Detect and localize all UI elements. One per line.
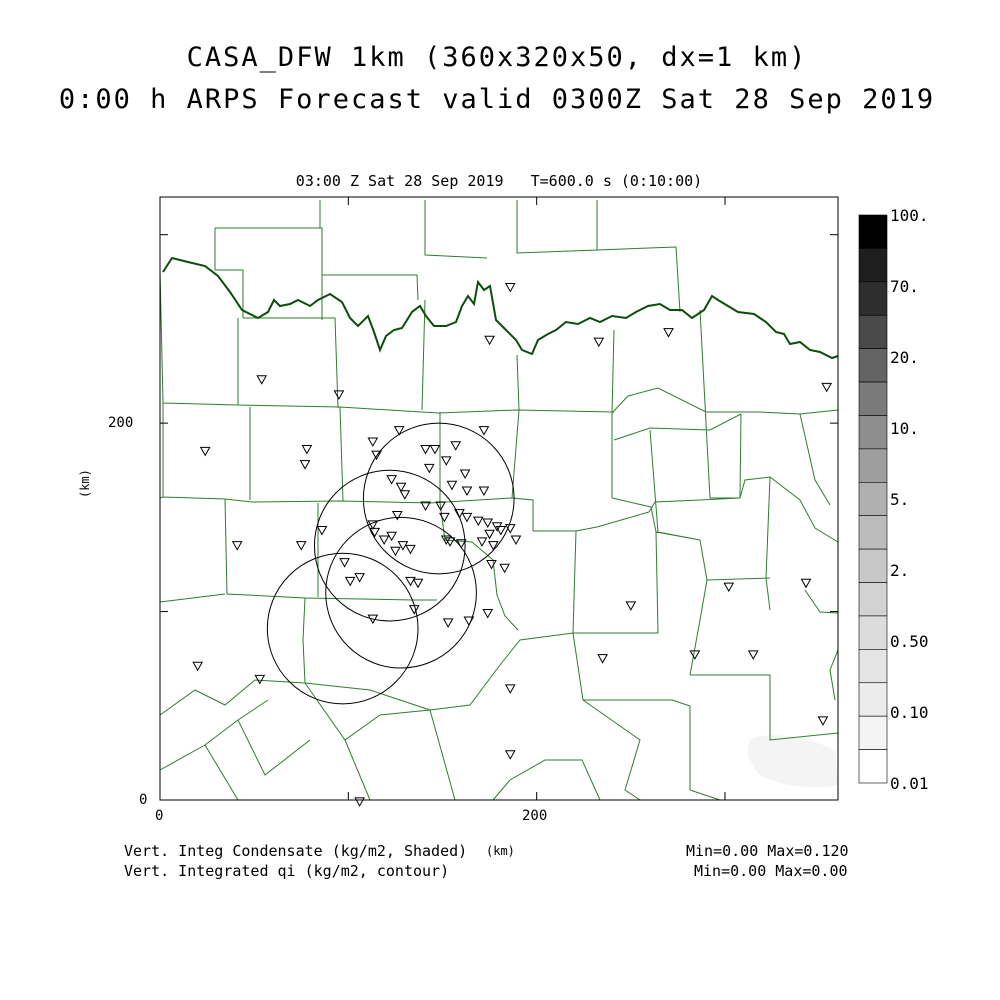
title-line-1: CASA_DFW 1km (360x320x50, dx=1 km) [186,42,808,73]
station-marker [506,525,515,533]
station-marker [430,446,439,454]
station-marker [257,376,266,384]
station-marker [626,602,635,610]
station-marker [594,338,603,346]
station-marker [233,542,242,550]
colorbar-swatch [859,349,887,382]
radar-ring [267,553,418,704]
y-tick-label: 200 [108,415,134,431]
colorbar-label: 0.01 [890,774,929,793]
colorbar-swatch [859,649,887,682]
colorbar-swatch [859,215,887,248]
condensate-shading [748,735,838,787]
colorbar-swatch [859,449,887,482]
station-marker [822,383,831,391]
shaded-minmax: Min=0.00 Max=0.120 [686,842,849,860]
station-marker [462,487,471,495]
station-marker [340,559,349,567]
y-axis-label: (km) [78,469,92,498]
colorbar-swatch [859,750,887,783]
station-marker [380,536,389,544]
station-marker [749,651,758,659]
x-axis-label: (km) [486,844,515,858]
station-marker [487,560,496,568]
colorbar-swatch [859,315,887,348]
colorbar-label: 2. [890,561,910,580]
station-marker [598,655,607,663]
contour-minmax: Min=0.00 Max=0.00 [694,862,848,880]
station-marker [355,574,364,582]
county-boundaries [160,200,838,800]
colorbar-swatch [859,415,887,448]
station-marker [451,442,460,450]
x-tick-label: 200 [522,808,548,824]
radar-stations [193,283,831,805]
station-marker [391,547,400,555]
station-marker [489,542,498,550]
station-marker [483,519,492,527]
station-marker [442,457,451,465]
station-marker [410,606,419,614]
red-river-boundary [163,258,838,358]
station-marker [193,662,202,670]
colorbar-swatch [859,282,887,315]
station-marker [255,675,264,683]
station-marker [301,461,310,469]
station-marker [506,283,515,291]
station-marker [406,545,415,553]
station-marker [421,446,430,454]
station-marker [425,464,434,472]
shaded-field-label: Vert. Integ Condensate (kg/m2, Shaded) [124,842,468,860]
colorbar [859,215,887,783]
colorbar-label: 70. [890,277,919,296]
colorbar-swatch [859,616,887,649]
station-marker [397,483,406,491]
river-line [163,258,838,358]
station-marker [479,487,488,495]
station-marker [355,798,364,806]
station-marker [506,751,515,759]
station-marker [478,538,487,546]
colorbar-label: 0.10 [890,703,929,722]
station-marker [368,438,377,446]
colorbar-swatch [859,248,887,281]
station-marker [506,685,515,693]
station-marker [447,481,456,489]
station-marker [395,427,404,435]
y-tick-label: 0 [139,792,148,808]
colorbar-label: 0.50 [890,632,929,651]
station-marker [485,336,494,344]
station-marker [387,476,396,484]
x-tick-label: 0 [155,808,164,824]
county-lines [160,200,838,800]
colorbar-label: 100. [890,206,929,225]
valid-time-subtitle: 03:00 Z Sat 28 Sep 2019 T=600.0 s (0:10:00) [295,172,703,190]
colorbar-label: 10. [890,419,919,438]
colorbar-swatch [859,683,887,716]
station-marker [511,536,520,544]
station-marker [818,717,827,725]
station-marker [479,427,488,435]
station-marker [483,609,492,617]
colorbar-swatch [859,549,887,582]
station-marker [500,564,509,572]
station-marker [400,491,409,499]
station-marker [462,513,471,521]
condensate-patch [748,735,838,787]
title-line-2: 0:00 h ARPS Forecast valid 0300Z Sat 28 Sep 2019 [58,84,936,115]
colorbar-label: 5. [890,490,910,509]
station-marker [346,577,355,585]
colorbar-swatch [859,583,887,616]
station-marker [444,619,453,627]
station-marker [474,517,483,525]
station-marker [461,470,470,478]
station-marker [801,579,810,587]
station-marker [297,542,306,550]
station-marker [302,446,311,454]
station-marker [317,527,326,535]
colorbar-swatch [859,382,887,415]
station-marker [690,651,699,659]
station-marker [414,579,423,587]
colorbar-swatch [859,516,887,549]
station-marker [485,530,494,538]
station-marker [724,583,733,591]
colorbar-label: 20. [890,348,919,367]
station-marker [406,577,415,585]
station-marker [393,511,402,519]
contour-field-label: Vert. Integrated qi (kg/m2, contour) [124,862,450,880]
station-marker [664,329,673,337]
station-marker [201,447,210,455]
station-marker [334,391,343,399]
colorbar-swatch [859,482,887,515]
colorbar-swatch [859,716,887,749]
